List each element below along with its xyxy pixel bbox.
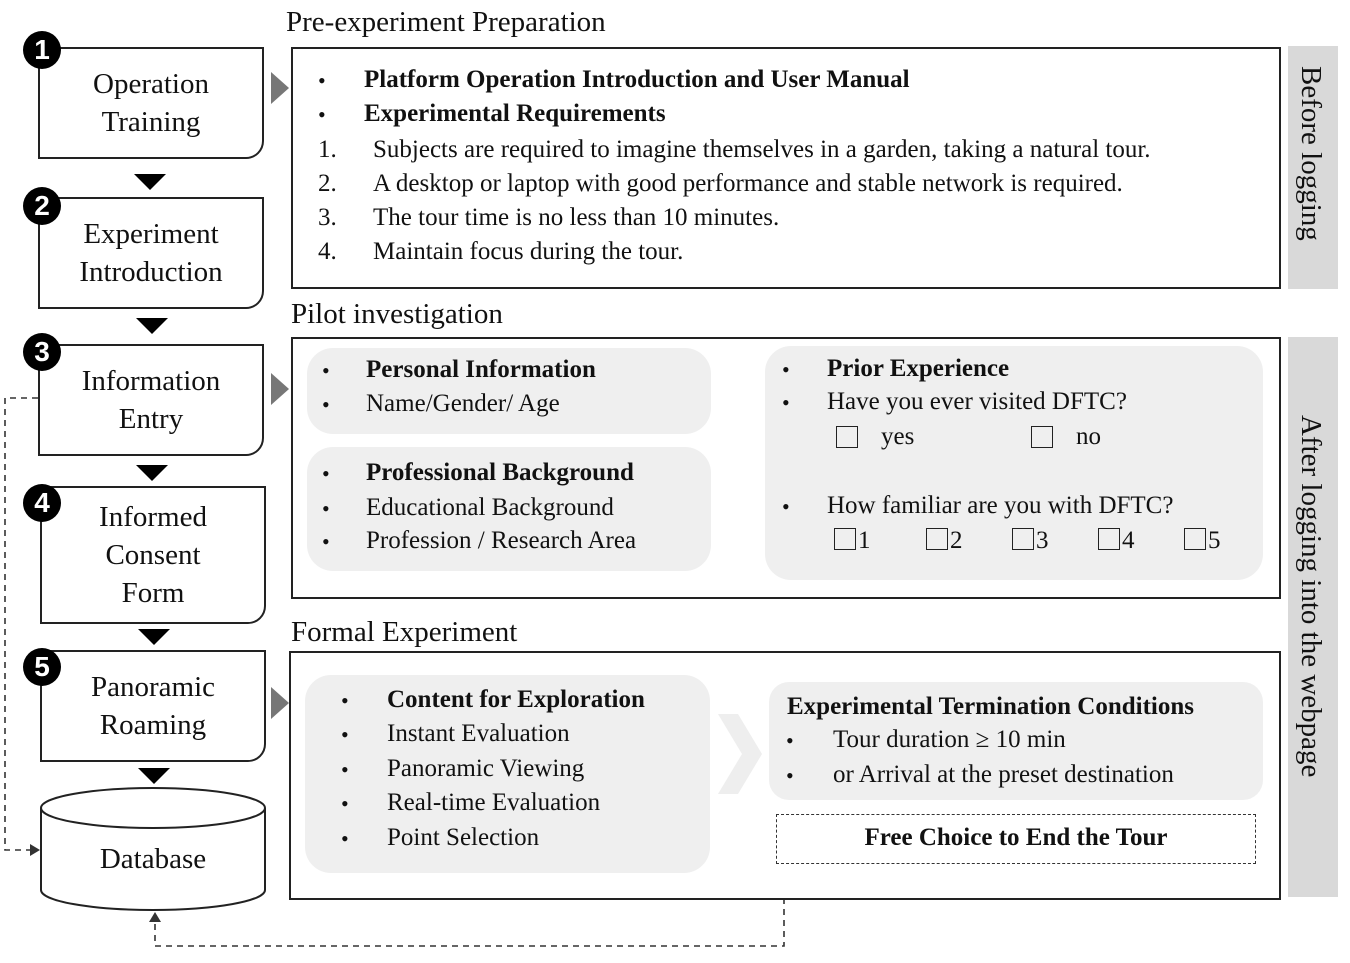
step-label: Introduction	[79, 256, 223, 288]
scale-label: 2	[950, 527, 963, 554]
free-choice-label: Free Choice to End the Tour	[864, 824, 1168, 851]
step-label: Experiment	[83, 218, 219, 250]
database-label: Database	[99, 843, 207, 875]
content-item: Instant Evaluation	[387, 720, 570, 747]
content-item: Panoramic Viewing	[387, 755, 585, 782]
side-label-after: After logging into the webpage	[1295, 415, 1327, 778]
side-label-before: Before logging	[1295, 66, 1327, 241]
right-arrow-icon	[271, 72, 289, 104]
step-label: Information	[81, 365, 221, 397]
checkbox-icon	[926, 528, 948, 550]
step-number-badge: 2	[23, 187, 61, 225]
professional-item: Profession / Research Area	[366, 527, 637, 554]
scale-option-1[interactable]	[834, 527, 871, 555]
step-label: Form	[121, 577, 185, 609]
bullet: •	[786, 763, 794, 788]
pre-item-text: Maintain focus during the tour.	[373, 238, 684, 265]
bullet: •	[322, 461, 330, 486]
step-number-badge: 5	[23, 648, 61, 686]
bullet: •	[782, 390, 790, 415]
pre-bullet-1: Platform Operation Introduction and User Manual	[364, 66, 910, 93]
step-label: Consent	[105, 539, 201, 571]
checkbox-icon	[1184, 528, 1206, 550]
pre-item-text: The tour time is no less than 10 minutes.	[373, 204, 780, 231]
pre-bullet-2: Experimental Requirements	[364, 100, 666, 127]
termination-item: Tour duration ≥ 10 min	[833, 726, 1066, 753]
right-arrow-icon	[271, 687, 289, 719]
professional-item: Educational Background	[366, 494, 614, 521]
pre-item-text: Subjects are required to imagine themselves in a garden, taking a natural tour.	[373, 136, 1151, 163]
bullet: •	[782, 494, 790, 519]
scale-option-4[interactable]	[1098, 527, 1135, 555]
prior-experience-title: Prior Experience	[827, 355, 1010, 382]
step-label: Informed	[99, 501, 207, 533]
personal-info-item: Name/Gender/ Age	[366, 390, 560, 417]
bullet: •	[318, 68, 326, 93]
checkbox-icon	[1012, 528, 1034, 550]
step-number-badge: 4	[23, 484, 61, 522]
bullet: •	[782, 357, 790, 382]
pre-item-text: A desktop or laptop with good performance and stable network is required.	[373, 170, 1123, 197]
termination-title: Experimental Termination Conditions	[787, 693, 1194, 720]
step-label: Panoramic	[90, 671, 215, 703]
prior-question-2: How familiar are you with DFTC?	[827, 492, 1174, 519]
scale-label: 5	[1208, 527, 1221, 554]
step-label: Entry	[118, 403, 184, 435]
step-number-badge: 3	[23, 333, 61, 371]
scale-label: 1	[858, 527, 871, 554]
bullet: •	[341, 722, 349, 747]
pre-item-number: 2.	[318, 170, 337, 197]
section-title-pre: Pre-experiment Preparation	[286, 6, 606, 38]
bullet: •	[322, 529, 330, 554]
right-arrow-icon	[271, 373, 289, 405]
step-label: Operation	[93, 68, 209, 100]
content-item: Point Selection	[387, 824, 540, 851]
step-label: Training	[101, 106, 201, 138]
option-no-label: no	[1076, 423, 1101, 450]
scale-option-2[interactable]	[926, 527, 963, 555]
checkbox-icon	[834, 528, 856, 550]
professional-background-title: Professional Background	[366, 459, 634, 486]
bullet: •	[322, 496, 330, 521]
scale-option-3[interactable]	[1012, 527, 1049, 555]
pre-item-number: 3.	[318, 204, 337, 231]
bullet: •	[341, 688, 349, 713]
bullet: •	[786, 728, 794, 753]
pre-item-number: 1.	[318, 136, 337, 163]
pre-item-number: 4.	[318, 238, 337, 265]
bullet: •	[322, 392, 330, 417]
chevron-right-icon	[716, 712, 766, 796]
checkbox-no[interactable]	[1031, 426, 1053, 448]
section-title-pilot: Pilot investigation	[291, 298, 503, 330]
content-exploration-title: Content for Exploration	[387, 686, 645, 713]
termination-item: or Arrival at the preset destination	[833, 761, 1174, 788]
bullet: •	[341, 791, 349, 816]
section-title-formal: Formal Experiment	[291, 616, 518, 648]
scale-label: 4	[1122, 527, 1135, 554]
checkbox-icon	[1098, 528, 1120, 550]
bullet: •	[322, 358, 330, 383]
content-item: Real-time Evaluation	[387, 789, 601, 816]
bullet: •	[341, 757, 349, 782]
bullet: •	[318, 102, 326, 127]
checkbox-yes[interactable]	[836, 426, 858, 448]
step-label: Roaming	[99, 709, 207, 741]
step-number-badge: 1	[23, 31, 61, 69]
bullet: •	[341, 826, 349, 851]
scale-option-5[interactable]	[1184, 527, 1221, 555]
option-yes-label: yes	[881, 423, 915, 450]
scale-label: 3	[1036, 527, 1049, 554]
personal-info-title: Personal Information	[366, 356, 596, 383]
prior-question-1: Have you ever visited DFTC?	[827, 388, 1127, 415]
